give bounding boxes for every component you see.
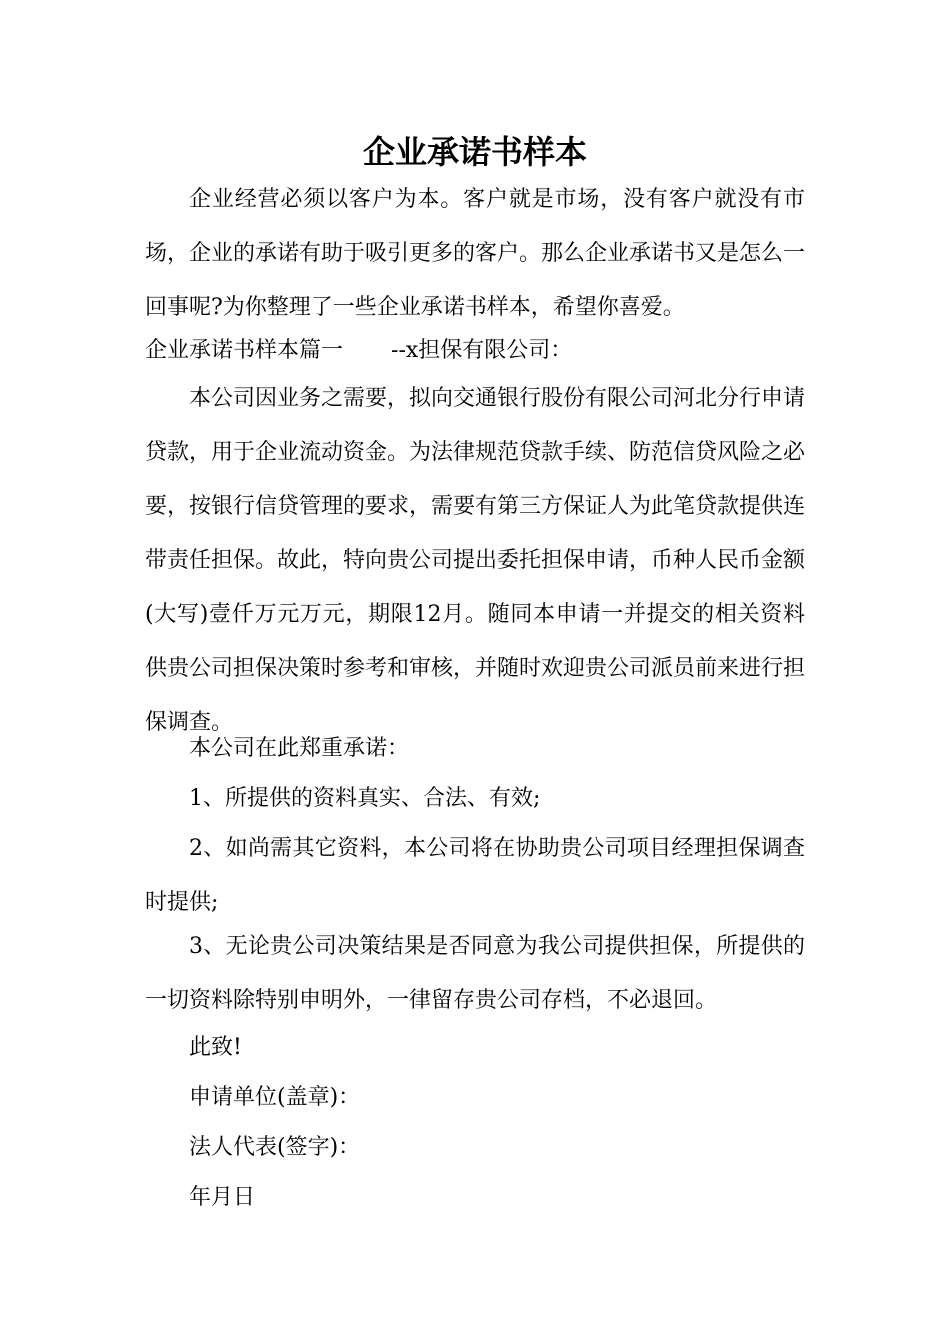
section-heading-line: [145, 324, 805, 378]
body-paragraph: 本公司因业务之需要，拟向交通银行股份有限公司河北分行申请贷款，用于企业流动资金。为法律规范贷款手续、防范信贷风险之必要，按银行信贷管理的要求，需要有第三方保证人为此笔贷款提供连带责任担保。故此，特向贵公司提出委托担保申请，币种人民币金额(大写)壹仟万元万元，期限12月。随同本申请一并提交的相关资料供贵公司担保决策时参考和审核，并随时欢迎贵公司派员前来进行担保调查。: [145, 386, 806, 735]
legal-representative-line: 法人代表(签字)：: [189, 1135, 361, 1160]
date-line: 年月日: [189, 1185, 256, 1210]
closing-salutation: 此致!: [189, 1035, 242, 1060]
pledge-item-3: 3、无论贵公司决策结果是否同意为我公司提供担保，所提供的一切资料除特别申明外，一律留存贵公司存档，不必退回。: [145, 934, 805, 1013]
applicant-seal-line: 申请单位(盖章)：: [189, 1085, 361, 1110]
addressee: --x担保有限公司：: [391, 338, 573, 363]
section-heading: 企业承诺书样本篇一: [145, 338, 344, 363]
pledge-intro: 本公司在此郑重承诺：: [189, 736, 410, 761]
document-title: 企业承诺书样本: [362, 133, 587, 171]
pledge-item-1: 1、所提供的资料真实、合法、有效;: [189, 786, 541, 811]
intro-paragraph: 企业经营必须以客户为本。客户就是市场，没有客户就没有市场，企业的承诺有助于吸引更多的客户。那么企业承诺书又是怎么一回事呢?为你整理了一些企业承诺书样本，希望你喜爱。: [145, 187, 806, 320]
pledge-item-2: 2、如尚需其它资料，本公司将在协助贵公司项目经理担保调查时提供;: [145, 836, 805, 915]
